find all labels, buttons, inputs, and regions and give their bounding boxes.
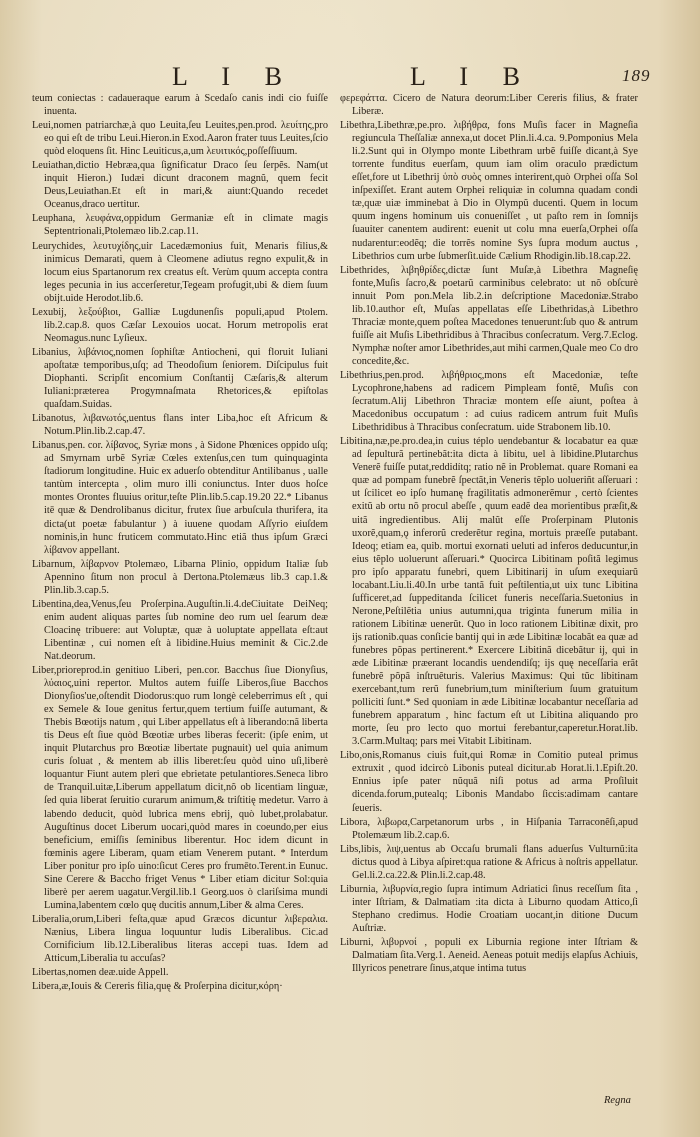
dictionary-entry: Libertas,nomen deæ.uide Appell. xyxy=(32,967,169,979)
running-head xyxy=(0,62,700,92)
dictionary-entry: Libanius, λιβάνιος,nomen ſophiſtæ Antiocheni, qui floruit Iuliani apoſtatæ temporibus,uſq; ad Theodoſium ſeniorem. Diſcipulus fuit Diophanti. Scripſit encomium Conſtantij Cæſaris,& alterum Iuliani:præterea Progymnaſmata Rhetorices,& epiſtolas quaſdam.Suidas. xyxy=(32,346,328,411)
dictionary-entry: Leui,nomen patriarchæ,à quo Leuita,ſeu Leuites,pen.prod. λευίτης,pro eo qui eſt de tribu Leui.Hieron.in Exod.Aaron frater tuus Leuites,ſcio quòd eloquens ſit. Hinc Leuiticus,a,um λευιτικός,poſſeſſiuum. xyxy=(32,120,328,158)
dictionary-entry: Libethra,Libethræ,pe.pro. λιβήθρα, fons Muſis facer in Magneſia regiuncula Theſſaliæ annexa,ut docet Plin.li.4.ca. 9.Pomponius Mela li.2.Sunt qui in Olympo monte Libethram urbẽ fuiſſe dicant,à Sye torrente funditus euerſam, quum iam olim oraculo prædictum eſſet,fore ut Libethrij ὑπὸ συὸς omnes interirent,quò Orphei oſſa Sol inſpexiſſet. Erant autem Orphei reliquiæ in columna quadam condi tæ,quæ uiæ imminebat à Dio in Olympũ ducenti. Quem in locum quum ingens hominum uis conueniſſet , ut paſto rem in ſomnijs ſuauiter canentem audirent: euenit ut colu mna euerſa,Orphei oſſa nudarentur:eodẽq; die torrẽs nomine Sys ſupra modum auctus , Libethrios cum urbe ſubmerſit.uide Cælium Rhodigin.lib.18.cap.22. xyxy=(340,120,638,262)
page-number: 189 xyxy=(622,66,651,85)
dictionary-entry: Leurychides, λευτυχίδης,uir Lacedæmonius fuit, Menaris filius,& inimicus Demarati, quem à Cleomene adiutus regno expulit,& in locum eius Spartanorum rex creatus eſt. Verùm quum accepta contra leges pecunia in ius accerſeretur,Tegeam profugit,ubi & diem ſuum obijt.uide Herodot.lib.6. xyxy=(32,240,328,304)
running-head-left: L I B xyxy=(172,62,296,91)
dictionary-entry: Libs,libis, λιψ,uentus ab Occaſu brumali flans aduerſus Vulturnũ:ita dictus quod à Libya aſpiret:qua ratione & Africus à noſtris appellatur. Gel.li.2.ca.22.& Plin.li.2.cap.48. xyxy=(340,843,638,881)
dictionary-entry: Lexubij, λεξούβιοι, Galliæ Lugdunenſis populi,apud Ptolem. lib.2.cap.8. quos Cæſar Lexouios uocat. Horum metropolis erat Neomagus.nunc Lyſieux. xyxy=(32,306,328,344)
dictionary-entry: Libentina,dea,Venus,ſeu Proſerpina.Auguſtin.li.4.deCiuitate DeiNeq; enim audent aliquas partes ſub nomine deo rum uel ſearum deæ Cloacinę tribuere: aut Voluptæ, quæ à uoluptate appellata eſt:aut Libentinæ , cui nomen eſt à libidine.Huius meminit & Cic.2.de Nat.deorum. xyxy=(32,598,328,662)
dictionary-entry: teum coniectas : cadaueraque earum à Scedaſo canis indi cio fuiſſe inuenta. xyxy=(32,93,328,118)
dictionary-entry: Leuiathan,dictio Hebræa,qua ſignificatur Draco ſeu ſerpẽs. Nam(ut inquit Hieron.) Iudæi dicunt draconem magnũ, quem fecit Deus,Leuiathan.Et eſt in mari,& aiunt:Quando recedet Oceanus,draco uertitur. xyxy=(32,160,328,211)
dictionary-entry: Liber,prioreprod.in genitiuo Liberi, pen.cor. Bacchus ſiue Dionyſius, λύαιος,uini repertor. Multos autem fuiſſe Liberos,ſiue Bacchos Dionyſios'ue,oſtendit Diodorus:quo rum longè celeberrimus eſt , qui ex Semele & Ioue genitus fertur,quem tertium fuiſſe autumant, & Thebis Bœotijs natum , qui Liber appellatus eſt à liberando:nã liberta tis Deus eſt ſiue quòd Bœotiæ urbes liberas fecerit: (ipſe enim, ut inquit Plutarchus pro Bœotiæ libertate pugnauit) uel quia animum curis ſoluat , & mentem ab illis liberet:ſeu quòd uino uſi,liberè loquantur Fiunt autem pleri que ebrietate petulantiores.Seneca libro de Tranquil.uitæ,Liberum appellatum dicit,nõ ob licentiam linguæ, ſed quia liberat ſeruitio curarum animum,& triſtitię medetur. Varro à labendo deducit, quòd lubrica mens ebrij, quò lubet,prolabatur. Auguſtinus docet Liberum uocari,quòd mares in coeundo,per eius beneficium, emiſſis ſeminibus liberentur. Hoc idem dicunt in fœminis agere Liberam, quam etiam Venerem putant. * Interdum Liber ponitur pro ipſo uino:ſicut Ceres pro frumēto.Terent.in Eunuc. Sine Cerere & Baccho friget Venus * Liber etiam dicitur Sol:quia liberè per aerem uagatur.Vergil.lib.1 Georg.uos ò clariſsima mundi Lumina,labentem cœlo quę ducitis annum,Liber & alma Ceres. xyxy=(32,665,328,911)
dictionary-entry: Liburnia, λιβυρνία,regio ſupra intimum Adriatici ſinus receſſum ſita , inter Iſtriam, & Dalmatiam :ita dicta à Liburno quodam Attico,ſi Stephano credimus. Hodie Croatiam uocant,in ditione Ducum Auſtriæ. xyxy=(340,883,638,934)
running-head-right: L I B xyxy=(410,62,534,91)
dictionary-entry: Libo,onis,Romanus ciuis fuit,qui Romæ in Comitio puteal primus extruxit , quod idcircò Libonis puteal dicitur.ab Horat.li.1.Epiſt.20. Ennius ipſe pater nũquã niſi potus ad arma Proſiluit dicenda.forum,putealq; Libonis Mandabo ſiccis:adimam cantare ſeueris. xyxy=(340,750,638,814)
dictionary-entry: Libarnum, λίβαρνον Ptolemæo, Libarna Plinio, oppidum Italiæ ſub Apennino ſitum non procul à Dertona.Ptolemæus lib.3 cap.1.& Plin.lib.3.cap.5. xyxy=(32,558,328,596)
dictionary-entry: Libitina,næ,pe.pro.dea,in cuius téplo uendebantur & locabatur ea quæ ad ſepulturã pertinebãt:ita dicta à libitu, uel à libidine.Plutarchus Venerẽ fuiſſe putat,reddidítq; ratio nẽ in Problemat. quare Romani ea quæ ad pompam funebrẽ ſpectãt,in Veneris tẽplo uolueriñt aſſeruari : ut ſcilicet eo ipſo humanę fragilitatis admonerẽmur , certò ſcientes exitũ ab ortu nõ procul abeſſe , quum eadẽ dea morientibus præſit,& uitã ingredientibus. Alij malũt eſſe Proſerpinam Plutonis uxorẽ,quam,ǫ inferorũ crederẽtur regina, mortuis præeſſe putabant. Ideoq; etiam ea, quib. mortui exornati ueluti ad inferos deducuntur,in eius tẽplo uoluerunt aſſeruari.* Quocirca Libitinam poſitã legimus pro ipſo apparatu funebri, quem Libitinarij in uſum exequiarũ locabant.Liu.li.40.In urbe tantã fuit peſtilentia,ut uix tunc Libitina ſufficeret,ad ſuppeditanda ſcilicet funeris neceſſaria.Suetonius in Nerone,Peſtilẽtia unius autumni,qua triginta funerum milia in rationem Libitinæ uenerũt. Quo in loco rationem Libitinæ dixit, pro ijs rationib.quas conſicie bantij qui in æde Libitinæ locabãt ea quæ ad funebres põpas pertinerent.* Exercere Libitinã dicebãtur ij, qui in æde Libitinæ præerant locandis uendendiſq; ijs quę neceſſaria erãt funebrẽ põpã inſtruẽturis. Valerius Maximus: Qui tũc libitinam exercebant,tum rerũ funebrium,tum miniſterium ſuum gratuitum polliciti ſunt.* Sed quoniam in æde Libitinæ locabantur neceſſaria ad funebrem apparatum , hinc factum eſt ut Libitina aliquando pro morte, ſeu pro lecto quo mortui ferebantur,caperetur.Horat.lib. 3.Carm.Multaq; pars mei Vitabit Libitinam. xyxy=(340,436,638,748)
dictionary-entry: Libethrius,pen.prod. λιβήθριος,mons eſt Macedoniæ, teſte Lycophrone,habens ad radicem Pimpleam fontẽ, Muſis con ſecratum.Alij Libethron Thraciæ montem eſſe aiunt, poſtea à Macedonibus occupatum : ad cuius radicem antrum fuit Muſis Libethridibus à Thracibus conſecratum. uide Strabonem lib.10. xyxy=(340,369,638,434)
dictionary-entry: Libanus,pen. cor. λίβανος, Syriæ mons , à Sidone Phœnices oppido uſq; ad Smyrnam urbẽ Syriæ Cœles extenſus,cen tum quinquaginta ſtadiorum longitudine. Huic ex aduerſo obtenditur Antilibanus , ualle tantùm intercepta , olim muro illi coniunctus. Inter duos hoſce montes Orontes fluuius oritur,teſte Plin.lib.5.cap.19.20 22.* Libanus itē quæ & Dendrolibanus dicitur, frutex ſiue arbuſcula thurifera, ita dicta(ut poetæ fabulantur ) à iuuene quodam Aſſyrio eiuſdem nominis,in hunc fruticem commutato.Hinc etiã thus ipſum Græci λίβανον appellant. xyxy=(32,440,328,556)
catchword: Regna xyxy=(604,1095,631,1106)
dictionary-entry: Leuphana, λευφάνα,oppidum Germaniæ eſt in climate magis Septentrionali,Ptolemæo lib.2.cap.11. xyxy=(32,213,328,238)
right-column xyxy=(340,92,638,976)
dictionary-entry: φερεφάττα. Cicero de Natura deorum:Liber Cereris filius, & frater Liberæ. xyxy=(340,93,638,118)
dictionary-entry: Libethrides, λιβηθρίδες,dictæ ſunt Muſæ,à Libethra Magneſię fonte,Muſis ſacro,& poetarũ carminibus celebrato: ut nõ obſcurè innuit Pom pon.Mela lib.2.in deſcriptione Macedoniæ.Strabo lib.10.author eſt, Muſas appellatas eſſe Libethridas,à Libethro Thraciæ monte,quem poſtea Macedones tenuerunt:ſub quo & antrum fuiſſe ait Muſis Libethridibus à Thracibus conſecratum. Verg.7.Eclog. Nymphæ noſter amor Libethrides,aut mihi carmen,Quale meo Co dro concedite,&c. xyxy=(340,264,638,367)
left-column xyxy=(32,92,328,994)
dictionary-entry: Libanotus, λιβανωτός,uentus flans inter Liba,hoc eſt Africum & Notum.Plin.lib.2.cap.47. xyxy=(32,413,328,438)
dictionary-entry: Libora, λιβωρα,Carpetanorum urbs , in Hiſpania Tarraconẽſi,apud Ptolemæum lib.2.cap.6. xyxy=(340,816,638,841)
dictionary-entry: Libera,æ,Iouis & Cereris filia,quę & Proſerpina dicitur,κόρη· xyxy=(32,981,283,993)
dictionary-entry: Liburni, λιβυρνοί , populi ex Liburnia regione inter Iſtriam & Dalmatiam ſita.Verg.1. Aeneid. Aeneas potuit medijs elapſus Achiuis, Illyricos penetrare ſinus,atque intima tutus xyxy=(340,937,638,975)
dictionary-entry: Liberalia,orum,Liberi feſta,quæ apud Græcos dicuntur λιβεραλια. Nænius, Libera lingua loquuntur ludis Liberalibus. Cic.ad Cornificium lib.12.Liberalibus literas accepi tuas. Idem ad Atticum,Liberalia tu accuſas? xyxy=(32,913,328,965)
